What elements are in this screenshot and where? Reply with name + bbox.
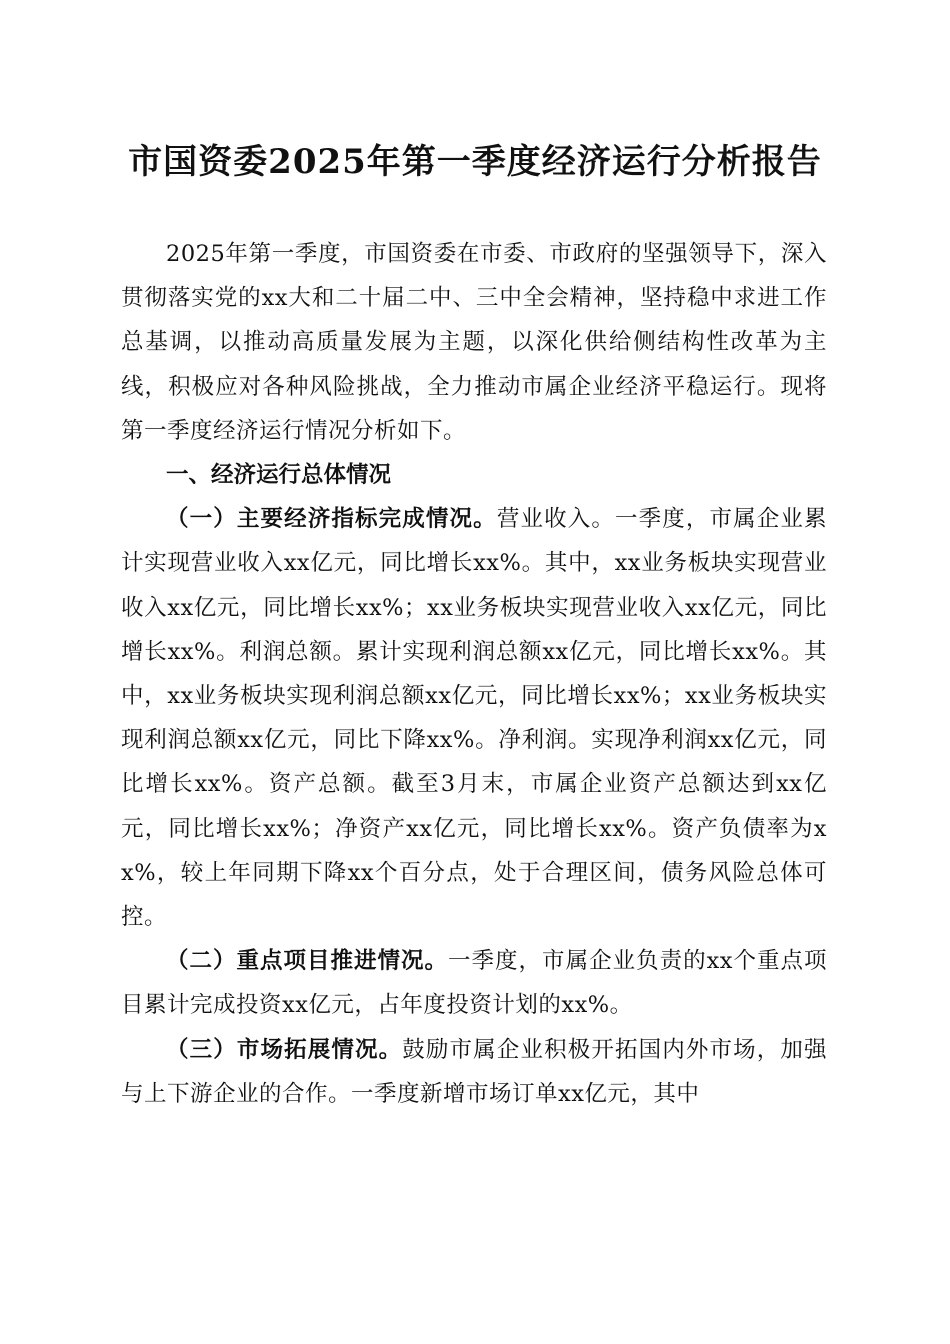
market-expansion-text: 鼓励市属企业积极开拓国内外市场，加强与上下游企业的合作。一季度新增市场订单xx亿元，其中 [121,1036,827,1107]
paragraph-main-indicators [121,497,827,939]
subheading-main-indicators: （一）主要经济指标完成情况。 [166,506,497,533]
key-projects-text: 一季度，市属企业负责的xx个重点项目累计完成投资xx亿元，占年度投资计划的xx%。 [121,948,827,1019]
main-indicators-text: 营业收入。一季度，市属企业累计实现营业收入xx亿元，同比增长xx%。其中，xx业务板块实现营业收入xx亿元，同比增长xx%；xx业务板块实现营业收入xx亿元，同比增长xx%。利润总额。累计实现利润总额xx亿元，同比增长xx%。其中，xx业务板块实现利润总额xx亿元，同比增长xx%；xx业务板块实现利润总额xx亿元，同比下降xx%。净利润。实现净利润xx亿元，同比增长xx%。资产总额。截至3月末，市属企业资产总额达到xx亿元，同比增长xx%；净资产xx亿元，同比增长xx%。资产负债率为xx%，较上年同期下降xx个百分点，处于合理区间，债务风险总体可控。 [121,506,827,931]
paragraph-key-projects [121,939,827,1027]
subheading-market-expansion: （三）市场拓展情况。 [166,1036,403,1063]
intro-paragraph: 2025年第一季度，市国资委在市委、市政府的坚强领导下，深入贯彻落实党的xx大和二十届二中、三中全会精神，坚持稳中求进工作总基调，以推动高质量发展为主题，以深化供给侧结构性改革为主线，积极应对各种风险挑战，全力推动市属企业经济平稳运行。现将第一季度经济运行情况分析如下。 [121,241,827,444]
paragraph-market-expansion [121,1028,827,1116]
subheading-key-projects: （二）重点项目推进情况。 [166,948,449,975]
document-body [121,232,827,1116]
section-heading-overall: 一、经济运行总体情况 [166,462,392,489]
document-title: 市国资委2025年第一季度经济运行分析报告 [128,142,822,182]
